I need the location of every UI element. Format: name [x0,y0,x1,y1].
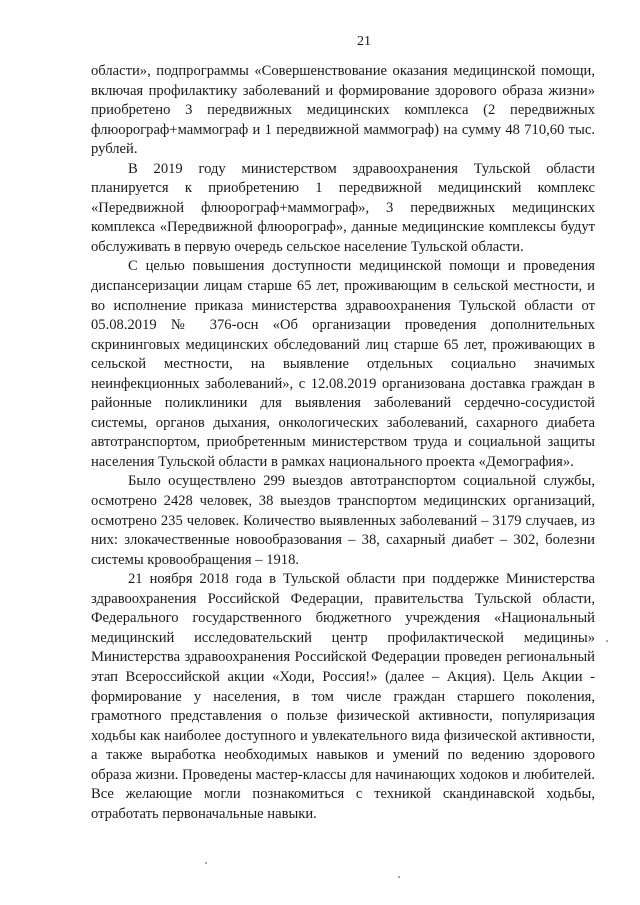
scan-speck [205,862,207,864]
document-body [91,62,595,824]
paragraph-4: Было осуществлено 299 выездов автотранспортом социальной службы, осмотрено 2428 человек, 38 выездов транспортом медицинских организаций, осмотрено 235 человек. Количество выявленных заболеваний – 3179 случаев, из них: злокачественные новообразования – 38, сахарный диабет – 302, болезни системы кровообращения – 1918. [91,473,595,568]
page-number: 21 [357,34,371,49]
paragraph-3: С целью повышения доступности медицинской помощи и проведения диспансеризации лицам старше 65 лет, проживающим в сельской местности, и во исполнение приказа министерства здравоохранения Тульской области от 05.08.2019 № 376-осн «Об организации проведения дополнительных скрининговых медицинских обследований лиц старше 65 лет, проживающих в сельской местности, на выявление отдельных социально значимых неинфекционных заболеваний», с 12.08.2019 организована доставка граждан в районные поликлиники для выявления заболеваний сердечно-сосудистой системы, органов дыхания, онкологических заболеваний, сахарного диабета автотранспортом, приобретенным министерством труда и социальной защиты населения Тульской области в рамках национального проекта «Демография». [91,258,595,470]
paragraph-5: 21 ноября 2018 года в Тульской области при поддержке Министерства здравоохранения Российской Федерации, правительства Тульской области, Федерального государственного бюджетного учреждения «Национальный медицинский исследовательский центр профилактической медицины» Министерства здравоохранения Российской Федерации проведен региональный этап Всероссийской акции «Ходи, Россия!» (далее – Акция). Цель Акции - формирование у населения, в том числе граждан старшего поколения, грамотного представления о пользе физической активности, популяризация ходьбы как наиболее доступного и увлекательного вида физической активности, а также выработка необходимых навыков и умений по ведению здорового образа жизни. Проведены мастер-классы для начинающих ходоков и любителей. Все желающие могли познакомиться с техникой скандинавской ходьбы, отработать первоначальные навыки. [91,571,595,822]
scan-speck [398,876,400,878]
paragraph-1: области», подпрограммы «Совершенствование оказания медицинской помощи, включая профилактику заболеваний и формирование здорового образа жизни» приобретено 3 передвижных медицинских комплекса (2 передвижных флюорограф+маммограф и 1 передвижной маммограф) на сумму 48 710,60 тыс. рублей. [91,63,595,158]
paragraph-2: В 2019 году министерством здравоохранения Тульской области планируется к приобретению 1 передвижной медицинский комплекс «Передвижной флюорограф+маммограф», 3 передвижных медицинских комплекса «Передвижной флюорограф», данные медицинские комплексы будут обслуживать в первую очередь сельское население Тульской области. [91,160,595,255]
scan-speck [606,640,608,642]
